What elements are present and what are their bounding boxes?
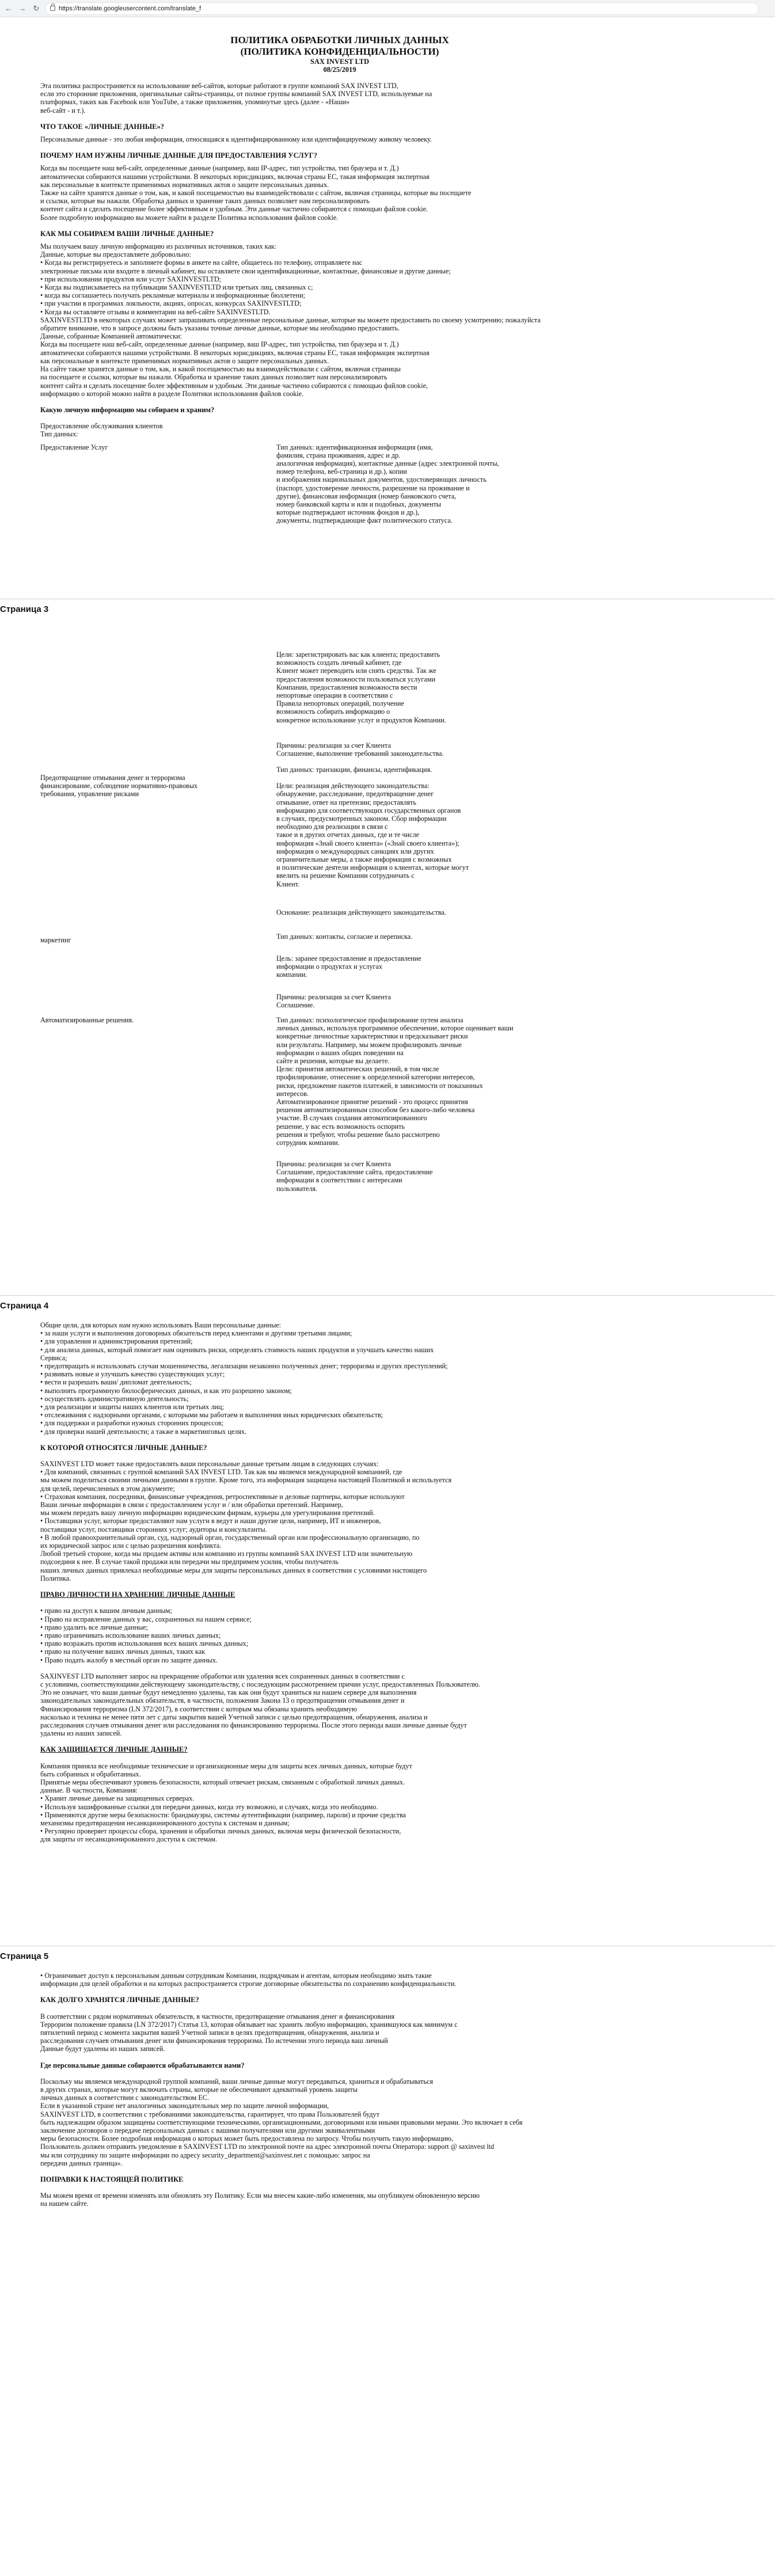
text-line: конкретное использование услуг и продуктов Компании. bbox=[276, 716, 446, 724]
text-line: контент сайта и сделать посещение более эффективным и удобным. Эти данные частично собираются с помощью файлов cookie. bbox=[40, 205, 428, 214]
rights-list bbox=[40, 1607, 639, 1664]
text-line: личных данных в соответствии с законодательством ЕС. bbox=[40, 2094, 209, 2102]
text-line: Автоматизированное принятие решений - это процесс принятия bbox=[276, 1098, 468, 1106]
text-line: другие), финансовая информация (номер банковского счета, bbox=[276, 492, 457, 500]
list-item: • отслеживания с надзорными органами, с которыми мы работаем и выполнения иных юридических обязательств; bbox=[40, 1411, 383, 1420]
text-line: информации о продуктах и услугах bbox=[276, 962, 382, 971]
text-line: информацию о которой можно найти в разделе Политики использования файлов cookie. bbox=[40, 389, 304, 398]
text-line: Тип данных: bbox=[40, 430, 78, 439]
table-cell-details bbox=[276, 741, 518, 758]
table-cell-purpose bbox=[40, 936, 248, 944]
text-line: информацию для соответствующих государственных органов bbox=[276, 806, 461, 815]
text-line: отмывание, ответ на претензии; предоставлять bbox=[276, 798, 416, 806]
section-heading-changes: ПОПРАВКИ К НАСТОЯЩЕЙ ПОЛИТИКЕ bbox=[40, 2175, 184, 2184]
text-line: для целей, перечисленных в этом документе; bbox=[40, 1484, 175, 1493]
text-line: личных данных, используя программное обеспечение, которое оценивает ваши bbox=[276, 1024, 514, 1033]
title-line-1: ПОЛИТИКА ОБРАБОТКИ ЛИЧНЫХ ДАННЫХ bbox=[230, 35, 449, 45]
table-cell-details bbox=[276, 908, 518, 916]
text-line: Цели: принятия автоматических решений, в том числе bbox=[276, 1065, 439, 1074]
whom-paragraph bbox=[40, 1460, 639, 1582]
text-line: риски, предложение пакетов платежей, в зависимости от показанных bbox=[276, 1081, 483, 1090]
text-line: платформах, таких как Facebook или YouTube, а также приложения, упомянутые здесь (далее - «Наши» bbox=[40, 98, 350, 106]
list-item: • предотвращать и использовать случаи мошенничества, легализации незаконно полученных денег; терроризма и других преступлений; bbox=[40, 1362, 448, 1371]
text-line: меры безопасности. Более подробная информация о которых может быть предоставлена по запросу. Чтобы получить такую информацию, bbox=[40, 2134, 454, 2143]
text-line: сотрудник компании. bbox=[276, 1139, 340, 1147]
table-cell-purpose bbox=[40, 774, 248, 798]
text-line: компании. bbox=[276, 971, 307, 979]
text-line: мы можем поделиться своими личными данными в группе. Кроме того, эта информация защищена настоящей Политикой и используется bbox=[40, 1476, 452, 1485]
text-line: документы, подтверждающие факт политического статуса. bbox=[276, 516, 453, 525]
text-line: Более подробную информацию вы можете найти в разделе Политика использования файлов cookie. bbox=[40, 213, 339, 222]
text-line: Причины: реализация за счет Клиента bbox=[276, 1160, 391, 1168]
text-line: расследования случаев отмывания денег или финансирования терроризма. По истечении этого периода ваш личный bbox=[40, 2037, 388, 2045]
list-item: • право возражать против использования всех ваших личных данных; bbox=[40, 1639, 249, 1648]
text-line: • Регулярно проверяет процессы сбора, хранения и обработки личных данных, включая меры физической безопасности, bbox=[40, 1827, 401, 1836]
browser-toolbar bbox=[0, 0, 775, 17]
list-item: • развивать новые и улучшать качество существующих услуг; bbox=[40, 1370, 225, 1379]
list-item: • для поддержки и разработки нужных сторонних процессов; bbox=[40, 1419, 223, 1428]
text-line: Это не означает, что ваши данные будут немедленно удалены, так как они будут храниться на нашем сервере для выполнения bbox=[40, 1688, 417, 1697]
page-4-label: Страница 4 bbox=[0, 1301, 49, 1311]
text-line: информации для целей обработки и на которых распространяется строгие договорные обязательства по сохранению конфиденциальности. bbox=[40, 1980, 457, 1988]
text-line: номер банковской карты и или и подобных, документы bbox=[276, 500, 441, 508]
text-line: Данные, собранные Компанией автоматически: bbox=[40, 332, 182, 341]
text-line: • при участии в программах лояльности, акциях, опросах, конкурсах SAXINVESTLTD; bbox=[40, 299, 302, 308]
list-item: • для управления и администрирования претензий; bbox=[40, 1337, 193, 1346]
text-line: насколько и техника не менее пяти лет с даты закрытия вашей Учетной записи с целью предотвращения, обнаружения, анализа и bbox=[40, 1713, 428, 1721]
text-line: если это сторонние приложения, оригинальные сайты-страницы, от полное группы компаний SAX INVEST LTD, используемые на bbox=[40, 90, 432, 98]
text-line: Мы получаем вашу личную информацию из различных источников, таких как: bbox=[40, 242, 277, 251]
text-line: Цели: реализация действующего законодательства: bbox=[276, 782, 430, 790]
page-5-label: Страница 5 bbox=[0, 1951, 49, 1961]
text-line: сайте и решения, которые вы делаете. bbox=[276, 1057, 390, 1066]
list-item: • для реализации и защиты наших клиентов или третьих лиц; bbox=[40, 1403, 224, 1411]
text-line: на нашем сайте. bbox=[40, 2200, 89, 2208]
section-heading-what: ЧТО ТАКОЕ «ЛИЧНЫЕ ДАННЫЕ»? bbox=[40, 122, 164, 131]
text-line: их юридической запрос или с целью разрешения конфликта. bbox=[40, 1542, 222, 1550]
text-line: Ваши личные информации в связи с предоставлением услуг и / или обработки претензий. Например, bbox=[40, 1501, 343, 1509]
text-line: законодательных законодательных обязательств, в частности, положения Закона 13 о предотвращении отмывания денег и bbox=[40, 1696, 405, 1705]
text-line: информации в соответствии с интересами bbox=[276, 1176, 402, 1185]
rights-paragraph bbox=[40, 1672, 639, 1738]
text-line: В соответствии с рядом нормативных обязательств, в частности, предотвращение отмывания денег и финансирования bbox=[40, 2012, 395, 2021]
what-paragraph: Персональные данные - это любая информация, относящаяся к идентифицированному или идентифицируемому живому человеку. bbox=[40, 135, 432, 144]
text-line: Мы можем время от времени изменять или обновлять эту Политику. Если мы внесем какие-либо изменения, мы опубликуем обновленную версию bbox=[40, 2191, 480, 2200]
page-2-content bbox=[40, 35, 639, 535]
text-line: • Когда вы регистрируетесь и заполняете формы в анкете на сайте, общаетесь по телефону, отправляете нас bbox=[40, 258, 363, 267]
list-item: Сервиса; bbox=[40, 1353, 67, 1362]
list-item: • право на доступ к вашим личным данным; bbox=[40, 1607, 172, 1615]
text-line: SAXINVEST LTD выполняет запрос на прекращение обработки или удаления всех сохраненных данных в соответствии с bbox=[40, 1672, 405, 1680]
text-line: Основание: реализация действующего законодательства. bbox=[276, 908, 446, 916]
section-heading-which: Какую личную информацию мы собираем и храним? bbox=[40, 405, 215, 414]
text-line: Принятые меры обеспечивают уровень безопасности, который отвечает рискам, связанным с обработкой личных данных. bbox=[40, 1778, 405, 1786]
section-heading-rights: ПРАВО ЛИЧНОСТИ НА ХРАНЕНИЕ ЛИЧНЫЕ ДАННЫЕ bbox=[40, 1591, 235, 1599]
list-item: • вести и разрешать ваши/ дипломат деятельность; bbox=[40, 1378, 192, 1387]
how-long-paragraph bbox=[40, 2012, 639, 2053]
text-line: непортовые операции в соответствии с bbox=[276, 691, 393, 700]
text-line: расследования случаев отмывания денег или расследования по финансированию терроризма. После этого периода ваши личные данные будут bbox=[40, 1721, 467, 1729]
list-item: • Право на исправление данных у вас, сохраненных на нашем сервисе; bbox=[40, 1615, 252, 1623]
text-line: на посещаете и ссылки, которые вы нажали. Обработка и хранение таких данных позволяет нам персонализировать bbox=[40, 373, 387, 382]
table-cell-details bbox=[276, 766, 518, 888]
text-line: • Страховая компания, посредники, финансовые учреждения, ретроспективные и деловые партнеры, которые используют bbox=[40, 1492, 405, 1501]
title-line-2: (ПОЛИТИКА КОНФИДЕНЦИАЛЬНОСТИ) bbox=[240, 46, 439, 57]
text-line: Поскольку мы являемся международной группой компаний, ваши личные данные могут передаваться, храниться и обрабатываться bbox=[40, 2077, 433, 2086]
page-5-content bbox=[40, 1972, 639, 2208]
why-paragraph bbox=[40, 164, 639, 221]
table-cell-details bbox=[276, 933, 518, 941]
text-line: заключение договоров о передаче персональных данных с вашими получателями или другими эквивалентными bbox=[40, 2126, 375, 2135]
text-line: Компании, предоставления возможности вести bbox=[276, 683, 417, 691]
list-item: • для проверки нашей деятельности; а также в маркетинговых целях. bbox=[40, 1427, 247, 1436]
section-heading-where: Где персональные данные собираются обрабатываются нами? bbox=[40, 2061, 245, 2069]
text-line: Пользователь должен отправить уведомление в SAXINVEST LTD по электронной почте на адрес электронной почты Оператора: support @ saxinvest ltd bbox=[40, 2143, 495, 2151]
table-cell-details bbox=[276, 1160, 518, 1193]
data-table-row bbox=[40, 443, 639, 535]
reload-icon[interactable]: ↻ bbox=[33, 3, 40, 13]
changes-paragraph bbox=[40, 2191, 639, 2208]
text-line: предоставления возможности пользоваться услугами bbox=[276, 675, 435, 683]
table-cell-details bbox=[276, 1016, 518, 1147]
text-line: профилирование, отнесение к определенной категории интересов, bbox=[276, 1073, 475, 1082]
page-separator bbox=[0, 1295, 775, 1296]
lock-icon bbox=[50, 6, 55, 11]
text-line: и изображения национальных документов, удостоверяющих личность bbox=[276, 475, 487, 484]
text-line: ограничительные меры, а также информация с возможных bbox=[276, 855, 452, 864]
text-line: поставщики услуг, поставщики сторонних услуг; аудиторы и консультанты. bbox=[40, 1525, 267, 1534]
text-line: Тип данных: идентификационная информация (имя, bbox=[276, 443, 433, 451]
table-cell-purpose bbox=[40, 443, 248, 451]
text-line: Клиент. bbox=[276, 880, 300, 888]
where-paragraph bbox=[40, 2077, 639, 2167]
text-line: Терроризм положение правила (LN 372/2017) Статья 13, которая обязывает нас хранить любую информацию, хранившуюся как минимум с bbox=[40, 2020, 458, 2029]
text-line: • Когда вы подписываетесь на публикации SAXINVESTLTD или третьих лиц, связанных с; bbox=[40, 283, 313, 292]
text-line: ввелить на решение Компании сотрудничать с bbox=[276, 872, 415, 880]
text-line: SAXINVEST LTD может также предоставлять ваши персональные данные третьим лицам в следующих случаях: bbox=[40, 1460, 379, 1468]
text-line: • Поставщики услуг, которые предоставляют нам услуги в ведут и наши другие цели, например, ИТ и инженеров, bbox=[40, 1517, 381, 1525]
text-line bbox=[276, 774, 518, 782]
text-line: Данные, которые вы предоставляете добровольно: bbox=[40, 250, 191, 259]
text-line: требования, управление рисками bbox=[40, 790, 139, 798]
text-line: Правила непортовых операций, получение bbox=[276, 699, 404, 708]
table-cell-details bbox=[276, 650, 518, 724]
text-line: SAXINVEST LTD, в соответствии с требованиями законодательства, гарантирует, что права Пользователей будут bbox=[40, 2110, 379, 2118]
text-line: удалены из наших записей. bbox=[40, 1729, 122, 1738]
text-line: мы или сотруднику по защите информации по адресу security_department@saxinvest.net с помощью: запрос на bbox=[40, 2151, 370, 2159]
text-line: Предоставление обслуживания клиентов bbox=[40, 422, 163, 431]
text-line: в случаях, предусмотренных законом. Сбор информации bbox=[276, 815, 447, 823]
list-item: • выполнять программную бюлосферических данных, и как это разрешено законом; bbox=[40, 1386, 292, 1395]
text-line: и политические деятели информация о клиентах, которые могут bbox=[276, 863, 469, 872]
text-line: как персональные в контексте применимых нормативных актов о защите персональных данных. bbox=[40, 356, 329, 365]
list-item: • осуществлять административную деятельность; bbox=[40, 1394, 189, 1403]
text-line: как персональные в контексте применимых нормативных актов о защите персональных данных. bbox=[40, 180, 329, 189]
text-line: Данные будут удалены из наших записей. bbox=[40, 2045, 165, 2053]
section-heading-protect: КАК ЗАЩИЩАЕТСЯ ЛИЧНЫЕ ДАННЫЕ? bbox=[40, 1745, 188, 1754]
text-line: и ссылки, которые вы нажали. Обработка данных и хранение таких данных позволяет нам персонализировать bbox=[40, 197, 370, 206]
text-line: Тип данных: контакты, согласие и переписка. bbox=[276, 933, 413, 941]
text-line: • Применяются другие меры безопасности: брандмауэры, системы аутентификации (например, пароли) и прочие средства bbox=[40, 1810, 406, 1819]
text-line: • Хранит личные данные на защищенных серверах. bbox=[40, 1794, 195, 1803]
collect-paragraph bbox=[40, 242, 639, 398]
text-line: которые подтверждают источник фондов и др.), bbox=[276, 508, 420, 517]
text-line: фамилия, страна проживания, адрес и др. bbox=[276, 451, 401, 459]
text-line: аналогичная информация), контактные данные (адрес электронной почты, bbox=[276, 459, 499, 467]
text-line: Соглашение, предоставление сайта, предоставление bbox=[276, 1168, 433, 1177]
text-line: • Используя зашифрованные ссылки для передачи данных, когда эту возможно, и случаях, когда это необходимо. bbox=[40, 1802, 378, 1811]
text-line: Цели: зарегистрировать вас как клиента; предоставить bbox=[276, 650, 440, 659]
text-line: Политика. bbox=[40, 1574, 71, 1582]
table-cell-details bbox=[276, 954, 518, 979]
document-date: 08/25/2019 bbox=[323, 66, 356, 74]
text-line: • Когда вы оставляете отзывы и комментарии на веб-сайте SAXINVESTLTD. bbox=[40, 307, 271, 316]
text-line: решение, у вас есть возможность оспорить bbox=[276, 1122, 405, 1131]
text-line: пятилетний период с момента закрытия вашей Учетной записи в целях предотвращения, обнаружения, анализа и bbox=[40, 2029, 379, 2037]
text-line: автоматически собираются нашими устройствами. В некоторых юрисдикциях, включая страны ЕС, такая информация экспертная bbox=[40, 348, 430, 357]
text-line: Цель: заранее предоставление и предоставление bbox=[276, 954, 421, 962]
text-line: номер телефона, веб-страница и др.), копии bbox=[276, 467, 407, 476]
text-line: подсоединя к нее. В случае такой продажи или передачи мы предпримем усилия, чтобы получатель bbox=[40, 1558, 339, 1566]
list-item: • Право подать жалобу в местный орган по защите данных. bbox=[40, 1656, 218, 1664]
text-line: Тип данных: транзакции, финансы, идентификация. bbox=[276, 766, 432, 774]
text-line: быть надлежащим образом защищены соответствующими техническими, организационными, договорными или иными правовыми мерами. Это включает в себя bbox=[40, 2118, 523, 2126]
text-line: информация «Знай своего клиента» («Знай своего клиента»); bbox=[276, 839, 459, 847]
company-name: SAX INVEST LTD bbox=[310, 58, 370, 66]
text-line: (паспорт, удостоверение личности, разрешение на проживание и bbox=[276, 484, 470, 492]
text-line: такое и в других отчетах данных, где и те числе bbox=[276, 831, 419, 839]
text-line: возможность собирать информацию о bbox=[276, 707, 390, 716]
table-cell-purpose bbox=[40, 1016, 248, 1024]
text-line: Предоставление Услуг bbox=[40, 443, 108, 451]
forward-arrow-icon[interactable]: → bbox=[18, 4, 26, 13]
text-line: финансирование, соблюдение нормативно-правовых bbox=[40, 782, 197, 790]
text-line: Соглашение. bbox=[276, 1001, 315, 1010]
list-item: • право ограничивать использование ваших личных данных; bbox=[40, 1631, 221, 1639]
text-line: возможность создать личный кабинет, где bbox=[276, 659, 402, 667]
text-line: На сайте также хранятся данные о том, как, и какой посещаемостью вы взаимодействовали с сайтом, включая страницы bbox=[40, 365, 401, 374]
text-line: Любой третьей стороне, когда мы продаем активы или компанию из группы компаний SAX INVEST LTD или значительную bbox=[40, 1550, 413, 1558]
text-line: Клиент может переводить или снять средства. Так же bbox=[276, 667, 436, 675]
text-line: маркетинг bbox=[40, 936, 71, 944]
protect-paragraph bbox=[40, 1762, 639, 1844]
text-line: электронные письма или входите в личный кабинет, вы оставляете свои идентификационные, контактные, финансовые и другие данные; bbox=[40, 267, 451, 275]
text-line: Автоматизированные решения. bbox=[40, 1016, 134, 1024]
text-line: • В любой правоохранительный орган, суд, надзорный орган, государственный орган или профессиональную организацию, по bbox=[40, 1533, 420, 1542]
text-line: для защиты от несанкционированного доступа к системам. bbox=[40, 1835, 218, 1844]
text-line: необходимо для реализации в связи с bbox=[276, 823, 388, 831]
text-line: • когда вы соглашаетесь получать рекламные материалы и информационные бюллетени; bbox=[40, 291, 305, 300]
text-line: обратите внимание, что в запросе должны быть указаны точные личные данные, которые мы необходимо предоставить. bbox=[40, 324, 400, 333]
table-cell-details bbox=[276, 443, 518, 525]
text-line: контент сайта и сделать посещение более эффективным и удобным. Эти данные частично собираются с помощью файлов cookie, bbox=[40, 381, 428, 390]
section-heading-whom: К КОТОРОЙ ОТНОСЯТСЯ ЛИЧНЫЕ ДАННЫЕ? bbox=[40, 1443, 207, 1452]
purposes-list bbox=[40, 1321, 639, 1436]
text-line: наших личных данных привлекал необходимые меры для защиты персональных данных в соответствии с условиями настоящего bbox=[40, 1566, 427, 1574]
intro-paragraph bbox=[40, 82, 639, 115]
text-line: решения автоматизированным способом без какого-либо человека bbox=[276, 1106, 475, 1114]
address-bar[interactable] bbox=[45, 2, 759, 15]
text-line: Когда вы посещаете наш веб-сайт, определенные данные (например, ваш IP-адрес, тип устройства, тип браузера и т. Д.) bbox=[40, 340, 399, 349]
text-line: информации о ваших общих поведении на bbox=[276, 1048, 404, 1057]
section-heading-collect: КАК МЫ СОБИРАЕМ ВАШИ ЛИЧНЫЕ ДАННЫЕ? bbox=[40, 229, 214, 238]
text-line: быть собранных и обработанных. bbox=[40, 1770, 141, 1778]
list-item: • право на получение ваших личных данных, таких как bbox=[40, 1647, 206, 1656]
text-line: Когда вы посещаете наш веб-сайт, определенные данные (например, ваш IP-адрес, тип устройства, тип браузера и т. Д.) bbox=[40, 164, 399, 173]
text-line: обнаружение, расследование, предотвращение денег bbox=[276, 790, 434, 798]
list-item: Общие цели, для которых нам нужно использовать Ваши персональные данные: bbox=[40, 1321, 282, 1329]
access-paragraph bbox=[40, 1972, 639, 1988]
section-heading-why: ПОЧЕМУ НАМ НУЖНЫ ЛИЧНЫЕ ДАННЫЕ ДЛЯ ПРЕДОСТАВЛЕНИЯ УСЛУГ? bbox=[40, 151, 317, 160]
back-arrow-icon[interactable]: ← bbox=[5, 4, 13, 13]
text-line: Также на сайте хранятся данные о том, как, и какой посещаемостью вы взаимодействовали с сайтом, включая страницы, которые вы посещаете bbox=[40, 189, 472, 197]
text-line: механизмы предотвращения несанкционированного доступа к системам и данным; bbox=[40, 1818, 290, 1827]
section-heading-how-long: КАК ДОЛГО ХРАНЯТСЯ ЛИЧНЫЕ ДАННЫЕ? bbox=[40, 1996, 199, 2004]
text-line: с условиями, соответствующими действующему законодательству, с последующим рассмотрением причин услуг, предоставленных Пользователю. bbox=[40, 1680, 480, 1688]
text-line: данные. В частности, Компания: bbox=[40, 1786, 138, 1795]
list-item: • право удалить все личные данные; bbox=[40, 1623, 148, 1631]
text-line: передачи данных граница». bbox=[40, 2159, 123, 2167]
text-line: решения и требуют, чтобы решение было рассмотрено bbox=[276, 1130, 440, 1139]
text-line: автоматически собираются нашими устройствами. В некоторых юрисдикциях, включая страны ЕС, такая информация экспертная bbox=[40, 172, 430, 181]
text-line: интересов. bbox=[276, 1089, 309, 1098]
text-line: в других странах, которые могут включать страны, которые не обеспечивают адекватный уровень защиты bbox=[40, 2086, 358, 2094]
text-line: пользователя. bbox=[276, 1184, 318, 1193]
text-line: Компания приняла все необходимые технические и организационные меры для защиты всех личных данных, которые будут bbox=[40, 1761, 412, 1770]
text-line: • Ограничивает доступ к персональным данным сотрудникам Компании, подрядчикам и агентам, которым необходимо знать такие bbox=[40, 1972, 432, 1980]
list-item: • за наши услуги и выполнения договорных обязательств перед клиентами и другими третьими лицами; bbox=[40, 1329, 352, 1338]
text-line: информация о международных санкциях или других bbox=[276, 847, 434, 855]
text-line: Эта политика распространяется на использование веб-сайтов, которые работают в группе компаний SAX INVEST LTD, bbox=[40, 82, 398, 90]
text-line: веб-сайт - и т.). bbox=[40, 106, 86, 115]
url-text: https://translate.googleusercontent.com/translate_f bbox=[59, 5, 202, 12]
text-line: Тип данных: психологическое профилирование путем анализа bbox=[276, 1016, 464, 1024]
text-line: или результаты. Например, мы можем профилировать личные bbox=[276, 1040, 462, 1049]
text-line: Если в указанной стране нет аналогичных законодательных мер по защите личной информации, bbox=[40, 2102, 329, 2110]
text-line: • Для компаний, связанных с группой компаний SAX INVEST LTD. Так как мы являемся международной компанией, где bbox=[40, 1468, 402, 1477]
text-line: • при использовании продуктов или услуг SAXINVESTLTD; bbox=[40, 275, 222, 283]
text-line: Финансирования терроризма (LN 372/2017), в соответствии с которым мы обязаны хранить необходимую bbox=[40, 1704, 357, 1713]
list-item: • для анализа данных, который помогает нам оценивать риски, определять стоимость наших продуктов и улучшать качество наших bbox=[40, 1345, 434, 1354]
text-line: Причины: реализация за счет Клиента bbox=[276, 741, 391, 749]
text-line: конкретные личностные характеристики и предсказывает риски bbox=[276, 1032, 468, 1041]
document-title bbox=[40, 35, 639, 74]
text-line: участие. В случаях создания автоматизированного bbox=[276, 1114, 427, 1123]
page-4-content bbox=[40, 1321, 639, 1844]
text-line: Причины: реализация за счет Клиента bbox=[276, 993, 391, 1001]
text-line: Предотвращение отмывания денег и терроризма bbox=[40, 774, 185, 782]
text-line: SAXINVESTLTD в некоторых случаях может запрашивать определенные персональные данные, которые вы можете предоставить по своему усмотрению; пожалуйста bbox=[40, 315, 541, 324]
page-3-label: Страница 3 bbox=[0, 604, 49, 614]
text-line: Соглашение, выполнение требований законодательства. bbox=[276, 749, 444, 758]
table-cell-details bbox=[276, 993, 518, 1009]
text-line: мы можем передать вашу личную информацию юридическим фирмам, курьеры для урегулирования претензий. bbox=[40, 1509, 375, 1517]
